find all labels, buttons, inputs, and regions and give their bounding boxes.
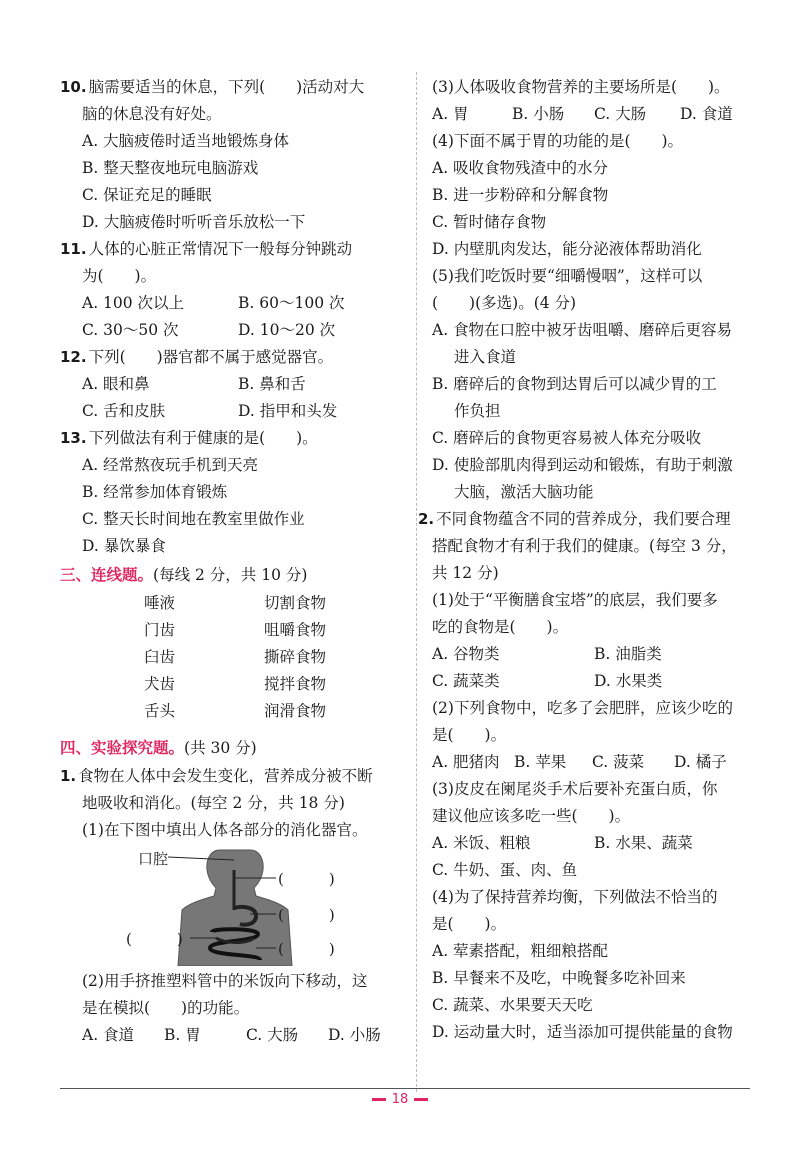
question-stem-cont: 共 12 分) bbox=[432, 564, 499, 582]
sub-question-2: (2)下列食物中，吃多了会肥胖，应该少吃的 bbox=[432, 699, 733, 717]
question-number: 1. bbox=[60, 767, 77, 785]
page-number bbox=[0, 1092, 800, 1107]
option-a: A. 肥猪肉 bbox=[432, 753, 500, 771]
option-d: D. 小肠 bbox=[328, 1026, 381, 1044]
page-number-bar-left bbox=[372, 1098, 386, 1101]
options-row bbox=[60, 371, 405, 398]
option-a-cont: 进入食道 bbox=[454, 348, 517, 366]
page-number-text: 18 bbox=[391, 1092, 409, 1107]
option-b: B. 苹果 bbox=[514, 753, 567, 771]
sub-question-1-cont: 吃的食物是( )。 bbox=[432, 618, 569, 636]
option-d-cont: 大脑，激活大脑功能 bbox=[454, 483, 594, 501]
sub-question-1: (1)处于“平衡膳食宝塔”的底层，我们要多 bbox=[432, 591, 718, 609]
option-b: B. 经常参加体育锻炼 bbox=[82, 483, 228, 501]
option-c: C. 保证充足的睡眠 bbox=[82, 186, 212, 204]
right-column bbox=[418, 74, 754, 1046]
option-d: D. 食道 bbox=[680, 105, 733, 123]
option-b: B. 早餐来不及吃，中晚餐多吃补回来 bbox=[432, 969, 686, 987]
section-3-heading bbox=[60, 560, 405, 590]
option-c: C. 蔬菜、水果要天天吃 bbox=[432, 996, 593, 1014]
match-right-item[interactable]: 润滑食物 bbox=[264, 702, 327, 720]
option-c: C. 大肠 bbox=[246, 1026, 299, 1044]
match-left-item[interactable]: 犬齿 bbox=[144, 675, 176, 693]
option-a: A. 胃 bbox=[432, 105, 469, 123]
experiment-question-1 bbox=[60, 763, 405, 1049]
question-13 bbox=[60, 425, 405, 560]
sub-question-2-cont: 是在模拟( )的功能。 bbox=[82, 999, 250, 1017]
option-a: A. 谷物类 bbox=[432, 645, 500, 663]
question-stem-cont: 为( )。 bbox=[82, 267, 157, 285]
option-b: B. 小肠 bbox=[512, 105, 565, 123]
question-stem: 人体的心脏正常情况下一般每分钟跳动 bbox=[88, 240, 353, 258]
option-a: A. 食物在口腔中被牙齿咀嚼、磨碎后更容易 bbox=[432, 321, 733, 339]
option-c: C. 大肠 bbox=[594, 105, 647, 123]
match-left-item[interactable]: 臼齿 bbox=[144, 648, 176, 666]
sub-question-1: (1)在下图中填出人体各部分的消化器官。 bbox=[82, 821, 368, 839]
option-d: D. 大脑疲倦时听听音乐放松一下 bbox=[82, 213, 306, 231]
section-title: 四、实验探究题。 bbox=[60, 739, 185, 757]
sub-question-2: (2)用手挤推塑料管中的米饭向下移动，这 bbox=[82, 972, 368, 990]
question-stem: 下列( )器官都不属于感觉器官。 bbox=[88, 348, 334, 366]
option-a: A. 经常熬夜玩手机到天亮 bbox=[82, 456, 259, 474]
question-number: 2. bbox=[418, 510, 435, 528]
blank-small-intestine[interactable]: ( ) bbox=[278, 940, 335, 958]
question-number: 11. bbox=[60, 240, 87, 258]
option-c: C. 蔬菜类 bbox=[432, 672, 500, 690]
options-row bbox=[432, 749, 754, 776]
option-c: C. 牛奶、蛋、肉、鱼 bbox=[432, 861, 578, 879]
sub-question-4-cont: 是( )。 bbox=[432, 915, 507, 933]
experiment-question-2 bbox=[418, 506, 754, 587]
sub-question-3-cont: 建议他应该多吃一些( )。 bbox=[432, 807, 631, 825]
sub-question-3: (3)人体吸收食物营养的主要场所是( )。 bbox=[432, 78, 730, 96]
question-number: 10. bbox=[60, 78, 87, 96]
match-right-item[interactable]: 搅拌食物 bbox=[264, 675, 327, 693]
left-column bbox=[60, 74, 405, 1049]
option-a: A. 米饭、粗粮 bbox=[432, 834, 531, 852]
question-stem: 下列做法有利于健康的是( )。 bbox=[88, 429, 318, 447]
question-11 bbox=[60, 236, 405, 344]
option-b: B. 鼻和舌 bbox=[238, 375, 306, 393]
column-divider bbox=[416, 72, 417, 1092]
option-b: B. 磨碎后的食物到达胃后可以减少胃的工 bbox=[432, 375, 717, 393]
option-b: B. 进一步粉碎和分解食物 bbox=[432, 186, 609, 204]
page-number-bar-right bbox=[414, 1098, 428, 1101]
option-c: C. 暂时储存食物 bbox=[432, 213, 547, 231]
option-b: B. 胃 bbox=[164, 1026, 201, 1044]
options-row bbox=[60, 398, 405, 425]
sub-question-5: (5)我们吃饭时要“细嚼慢咽”，这样可以 bbox=[432, 267, 703, 285]
question-12 bbox=[60, 344, 405, 425]
question-stem-cont: 搭配食物才有利于我们的健康。(每空 3 分， bbox=[432, 537, 737, 555]
question-stem: 食物在人体中会发生变化，营养成分被不断 bbox=[78, 767, 373, 785]
match-left-item[interactable]: 门齿 bbox=[144, 621, 176, 639]
option-d: D. 使脸部肌肉得到运动和锻炼，有助于刺激 bbox=[432, 456, 733, 474]
options-row bbox=[432, 830, 754, 857]
blank-stomach[interactable]: ( ) bbox=[278, 906, 335, 924]
option-a: A. 大脑疲倦时适当地锻炼身体 bbox=[82, 132, 290, 150]
option-d: D. 指甲和头发 bbox=[238, 402, 338, 420]
option-c: C. 磨碎后的食物更容易被人体充分吸收 bbox=[432, 429, 702, 447]
question-number: 12. bbox=[60, 348, 87, 366]
match-right-item[interactable]: 切割食物 bbox=[264, 594, 327, 612]
option-d: D. 内壁肌肉发达，能分泌液体帮助消化 bbox=[432, 240, 702, 258]
sub-question-4: (4)为了保持营养均衡，下列做法不恰当的 bbox=[432, 888, 718, 906]
option-d: D. 水果类 bbox=[594, 672, 663, 690]
option-a: A. 荤素搭配，粗细粮搭配 bbox=[432, 942, 609, 960]
question-stem: 脑需要适当的休息，下列( )活动对大 bbox=[88, 78, 365, 96]
option-d: D. 10～20 次 bbox=[238, 321, 336, 339]
digestive-system-illustration bbox=[60, 848, 405, 966]
option-b: B. 整天整夜地玩电脑游戏 bbox=[82, 159, 259, 177]
options-row bbox=[432, 668, 754, 695]
question-stem-cont: 地吸收和消化。(每空 2 分，共 18 分) bbox=[82, 794, 345, 812]
option-d: D. 运动量大时，适当添加可提供能量的食物 bbox=[432, 1023, 733, 1041]
option-c: C. 30～50 次 bbox=[82, 321, 179, 339]
section-4-heading bbox=[60, 733, 405, 763]
sub-question-4: (4)下面不属于胃的功能的是( )。 bbox=[432, 132, 684, 150]
option-a: A. 食道 bbox=[82, 1026, 135, 1044]
option-b: B. 水果、蔬菜 bbox=[594, 834, 693, 852]
match-left-item[interactable]: 唾液 bbox=[144, 594, 176, 612]
blank-esophagus[interactable]: ( ) bbox=[278, 870, 335, 888]
question-number: 13. bbox=[60, 429, 87, 447]
section-note: (每线 2 分，共 10 分) bbox=[153, 566, 308, 584]
matching-table bbox=[60, 590, 405, 725]
blank-large-intestine[interactable]: ( ) bbox=[126, 930, 183, 948]
question-stem: 不同食物蕴含不同的营养成分，我们要合理 bbox=[436, 510, 731, 528]
option-a: A. 吸收食物残渣中的水分 bbox=[432, 159, 609, 177]
option-d: D. 暴饮暴食 bbox=[82, 537, 166, 555]
option-a: A. 眼和鼻 bbox=[82, 375, 150, 393]
options-row bbox=[60, 1022, 405, 1049]
option-c: C. 舌和皮肤 bbox=[82, 402, 166, 420]
digestive-system-diagram bbox=[60, 848, 405, 966]
section-note: (共 30 分) bbox=[184, 739, 257, 757]
options-row bbox=[432, 641, 754, 668]
options-row bbox=[60, 290, 405, 317]
match-right-item[interactable]: 撕碎食物 bbox=[264, 648, 327, 666]
mouth-label: 口腔 bbox=[138, 850, 169, 868]
option-b: B. 60～100 次 bbox=[238, 294, 345, 312]
footer-rule bbox=[60, 1088, 750, 1089]
options-row bbox=[432, 101, 754, 128]
option-a: A. 100 次以上 bbox=[82, 294, 185, 312]
option-c: C. 整天长时间地在教室里做作业 bbox=[82, 510, 305, 528]
sub-question-2-cont: 是( )。 bbox=[432, 726, 507, 744]
option-d: D. 橘子 bbox=[674, 753, 727, 771]
match-left-item[interactable]: 舌头 bbox=[144, 702, 176, 720]
match-right-item[interactable]: 咀嚼食物 bbox=[264, 621, 327, 639]
option-b: B. 油脂类 bbox=[594, 645, 662, 663]
question-stem-cont: 脑的休息没有好处。 bbox=[82, 105, 222, 123]
option-c: C. 菠菜 bbox=[592, 753, 645, 771]
question-10 bbox=[60, 74, 405, 236]
option-b-cont: 作负担 bbox=[454, 402, 501, 420]
section-title: 三、连线题。 bbox=[60, 566, 154, 584]
options-row bbox=[60, 317, 405, 344]
sub-question-5-cont: ( )(多选)。(4 分) bbox=[432, 294, 577, 312]
sub-question-3: (3)皮皮在阑尾炎手术后要补充蛋白质，你 bbox=[432, 780, 718, 798]
